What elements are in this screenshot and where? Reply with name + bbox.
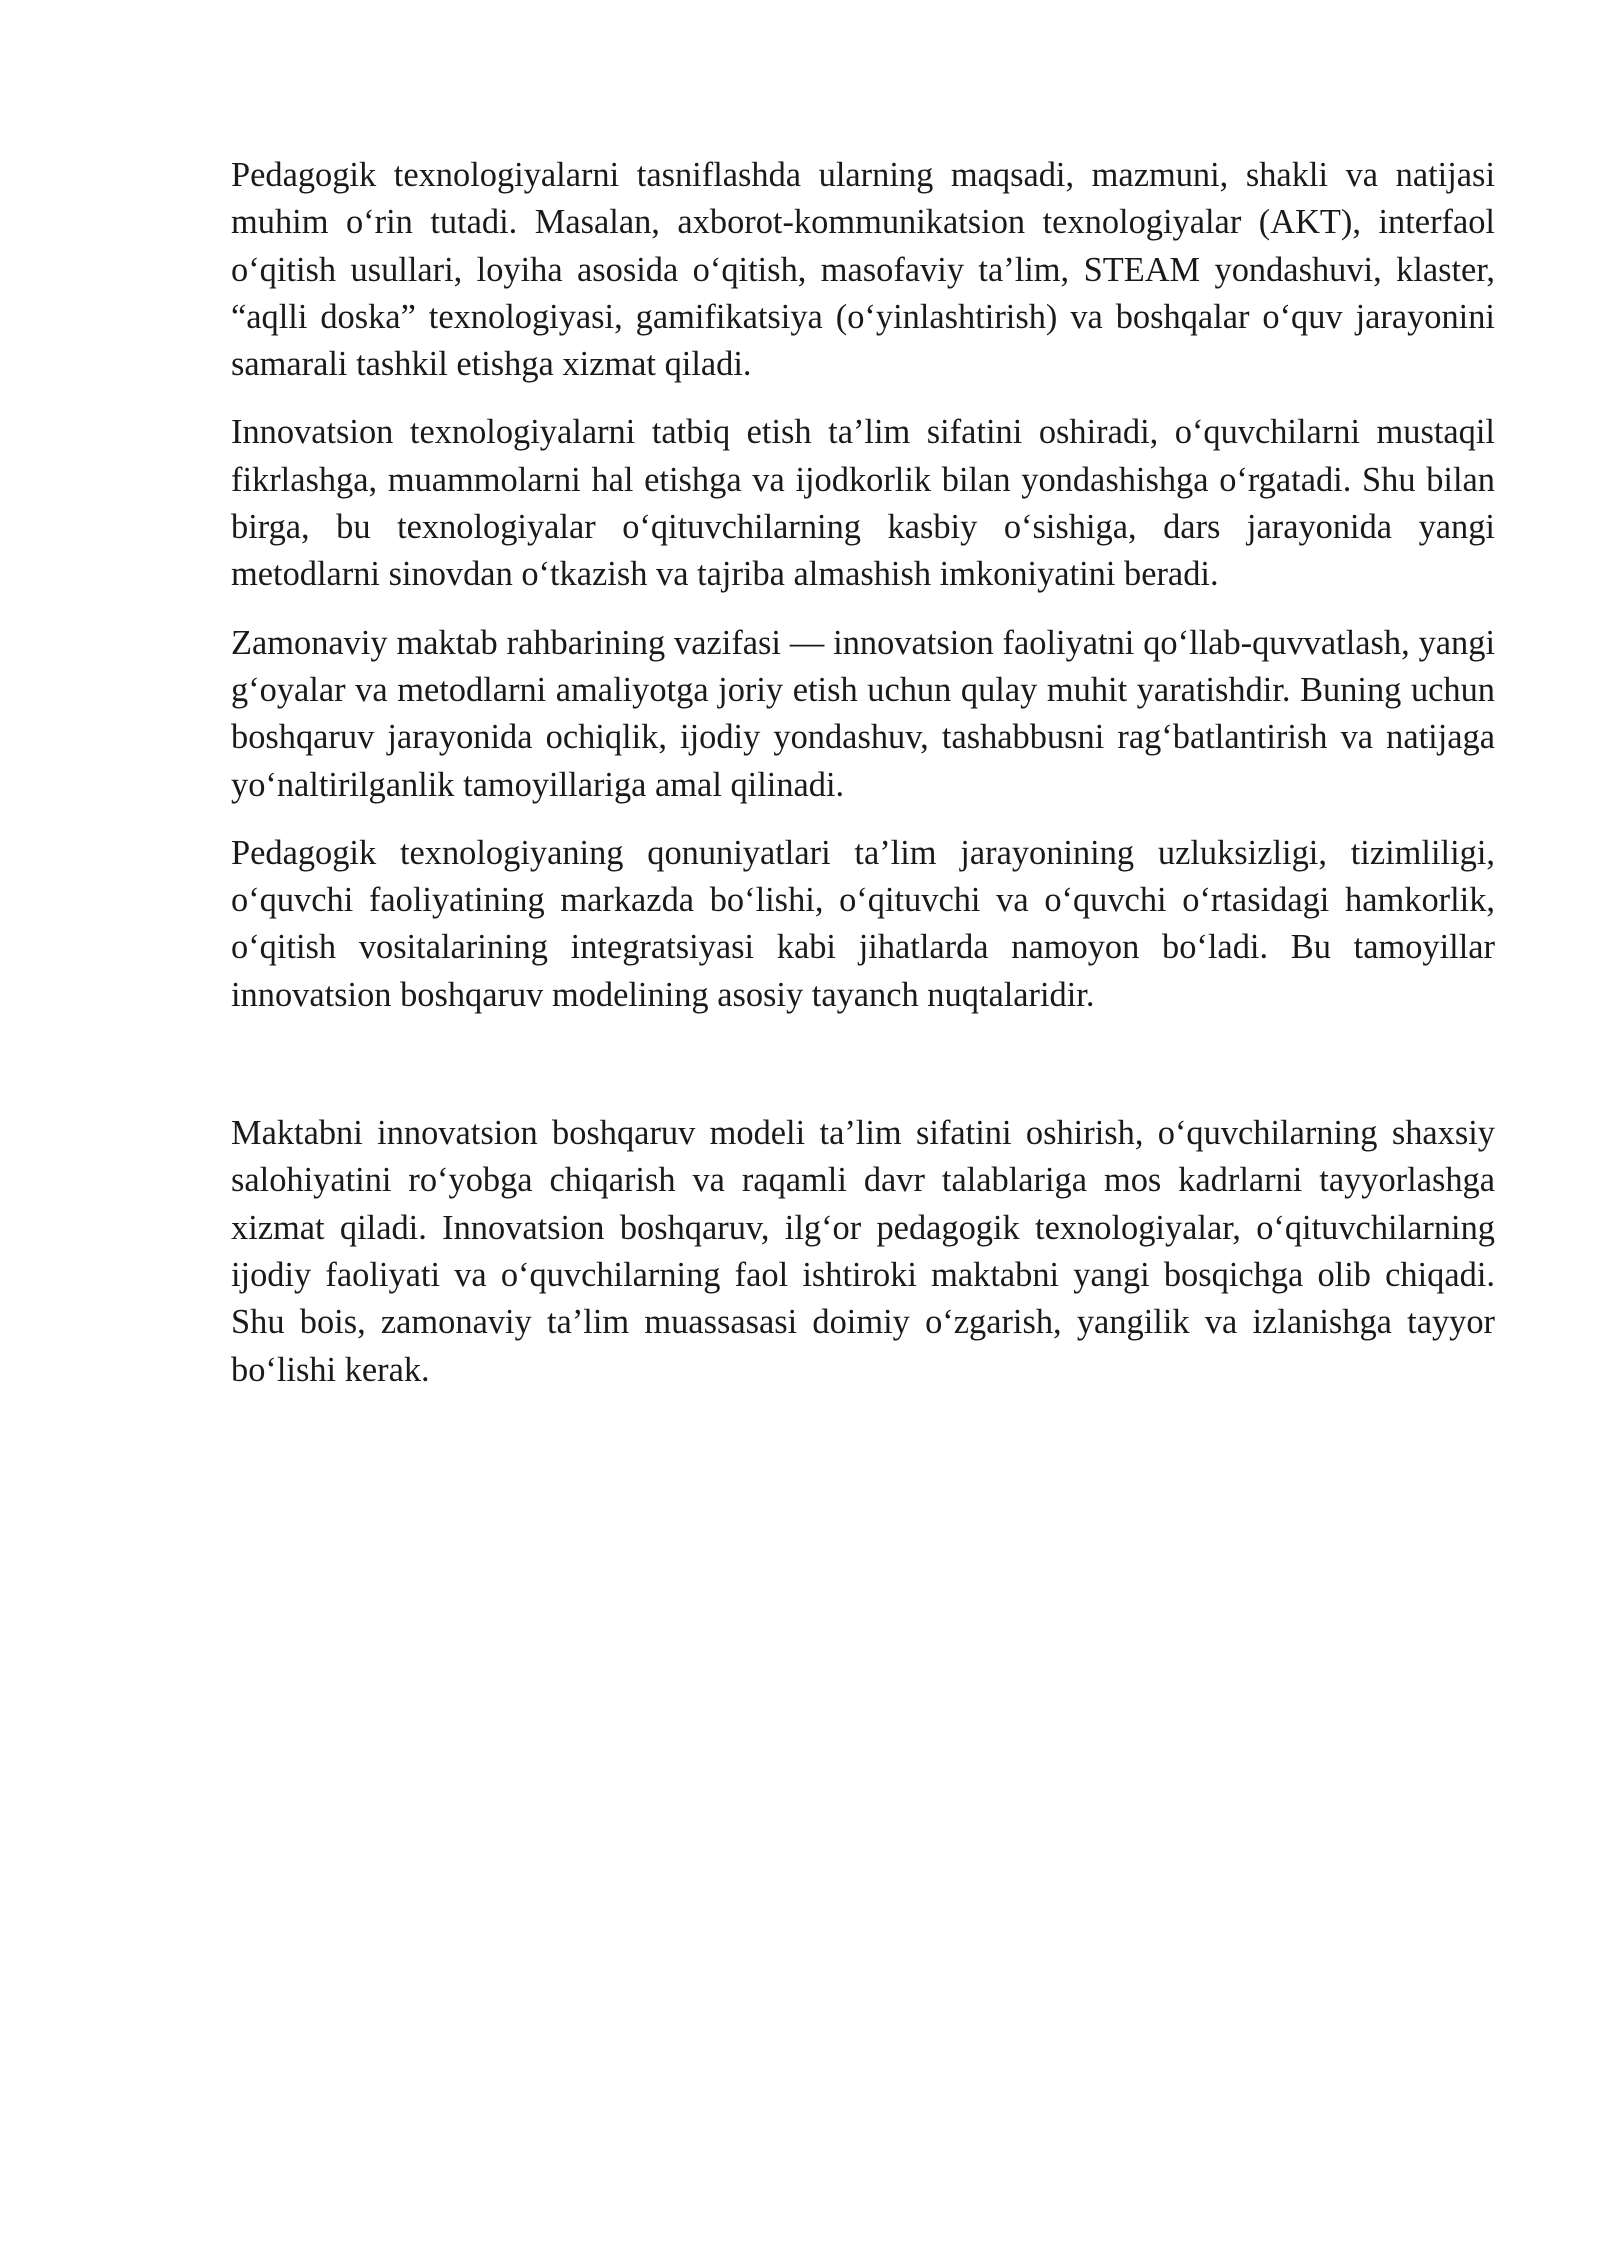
paragraph-technology-classification: Pedagogik texnologiyalarni tasniflashda ularning maqsadi, mazmuni, shakli va natijasi muhim o‘rin tutadi. Masalan, axborot-kommunikatsion texnologiyalar (AKT), interfaol o‘qitish usullari, loyiha asosida o‘qitish, masofaviy ta’lim, STEAM yondashuvi, klaster, “aqlli doska” texnologiyasi, gamifikatsiya (o‘yinlashtirish) va boshqalar o‘quv jarayonini samarali tashkil etishga xizmat qiladi. [231, 156, 1495, 384]
paragraph-conclusion: Maktabni innovatsion boshqaruv modeli ta’lim sifatini oshirish, o‘quvchilarning shaxsiy salohiyatini ro‘yobga chiqarish va raqamli davr talablariga mos kadrlarni tayyorlashga xizmat qiladi. Innovatsion boshqaruv, ilg‘or pedagogik texnologiyalar, o‘qituvchilarning ijodiy faoliyati va o‘quvchilarning faol ishtiroki maktabni yangi bosqichga olib chiqadi. Shu bois, zamonaviy ta’lim muassasasi doimiy o‘zgarish, yangilik va izlanishga tayyor bo‘lishi kerak. [231, 1114, 1495, 1389]
paragraph-pedagogical-regularities: Pedagogik texnologiyaning qonuniyatlari ta’lim jarayonining uzluksizligi, tizimliligi, o‘quvchi faoliyatining markazda bo‘lishi, o‘qituvchi va o‘quvchi o‘rtasidagi hamkorlik, o‘qitish vositalarining integratsiyasi kabi jihatlarda namoyon bo‘ladi. Bu tamoyillar innovatsion boshqaruv modelining asosiy tayanch nuqtalaridir. [231, 833, 1495, 1014]
document-body [231, 152, 1495, 1415]
section-gap [231, 1040, 1495, 1110]
paragraph-innovative-technologies: Innovatsion texnologiyalarni tatbiq etish ta’lim sifatini oshiradi, o‘quvchilarni mustaqil fikrlashga, muammolarni hal etishga va ijodkorlik bilan yondashishga o‘rgatadi. Shu bilan birga, bu texnologiyalar o‘qituvchilarning kasbiy o‘sishiga, dars jarayonida yangi metodlarni sinovdan o‘tkazish va tajriba almashish imkoniyatini beradi. [231, 413, 1495, 594]
paragraph-school-leader-role: Zamonaviy maktab rahbarining vazifasi — innovatsion faoliyatni qo‘llab-quvvatlash, yangi g‘oyalar va metodlarni amaliyotga joriy etish uchun qulay muhit yaratishdir. Buning uchun boshqaruv jarayonida ochiqlik, ijodiy yondashuv, tashabbusni rag‘batlantirish va natijaga yo‘naltirilganlik tamoyillariga amal qilinadi. [231, 623, 1495, 804]
